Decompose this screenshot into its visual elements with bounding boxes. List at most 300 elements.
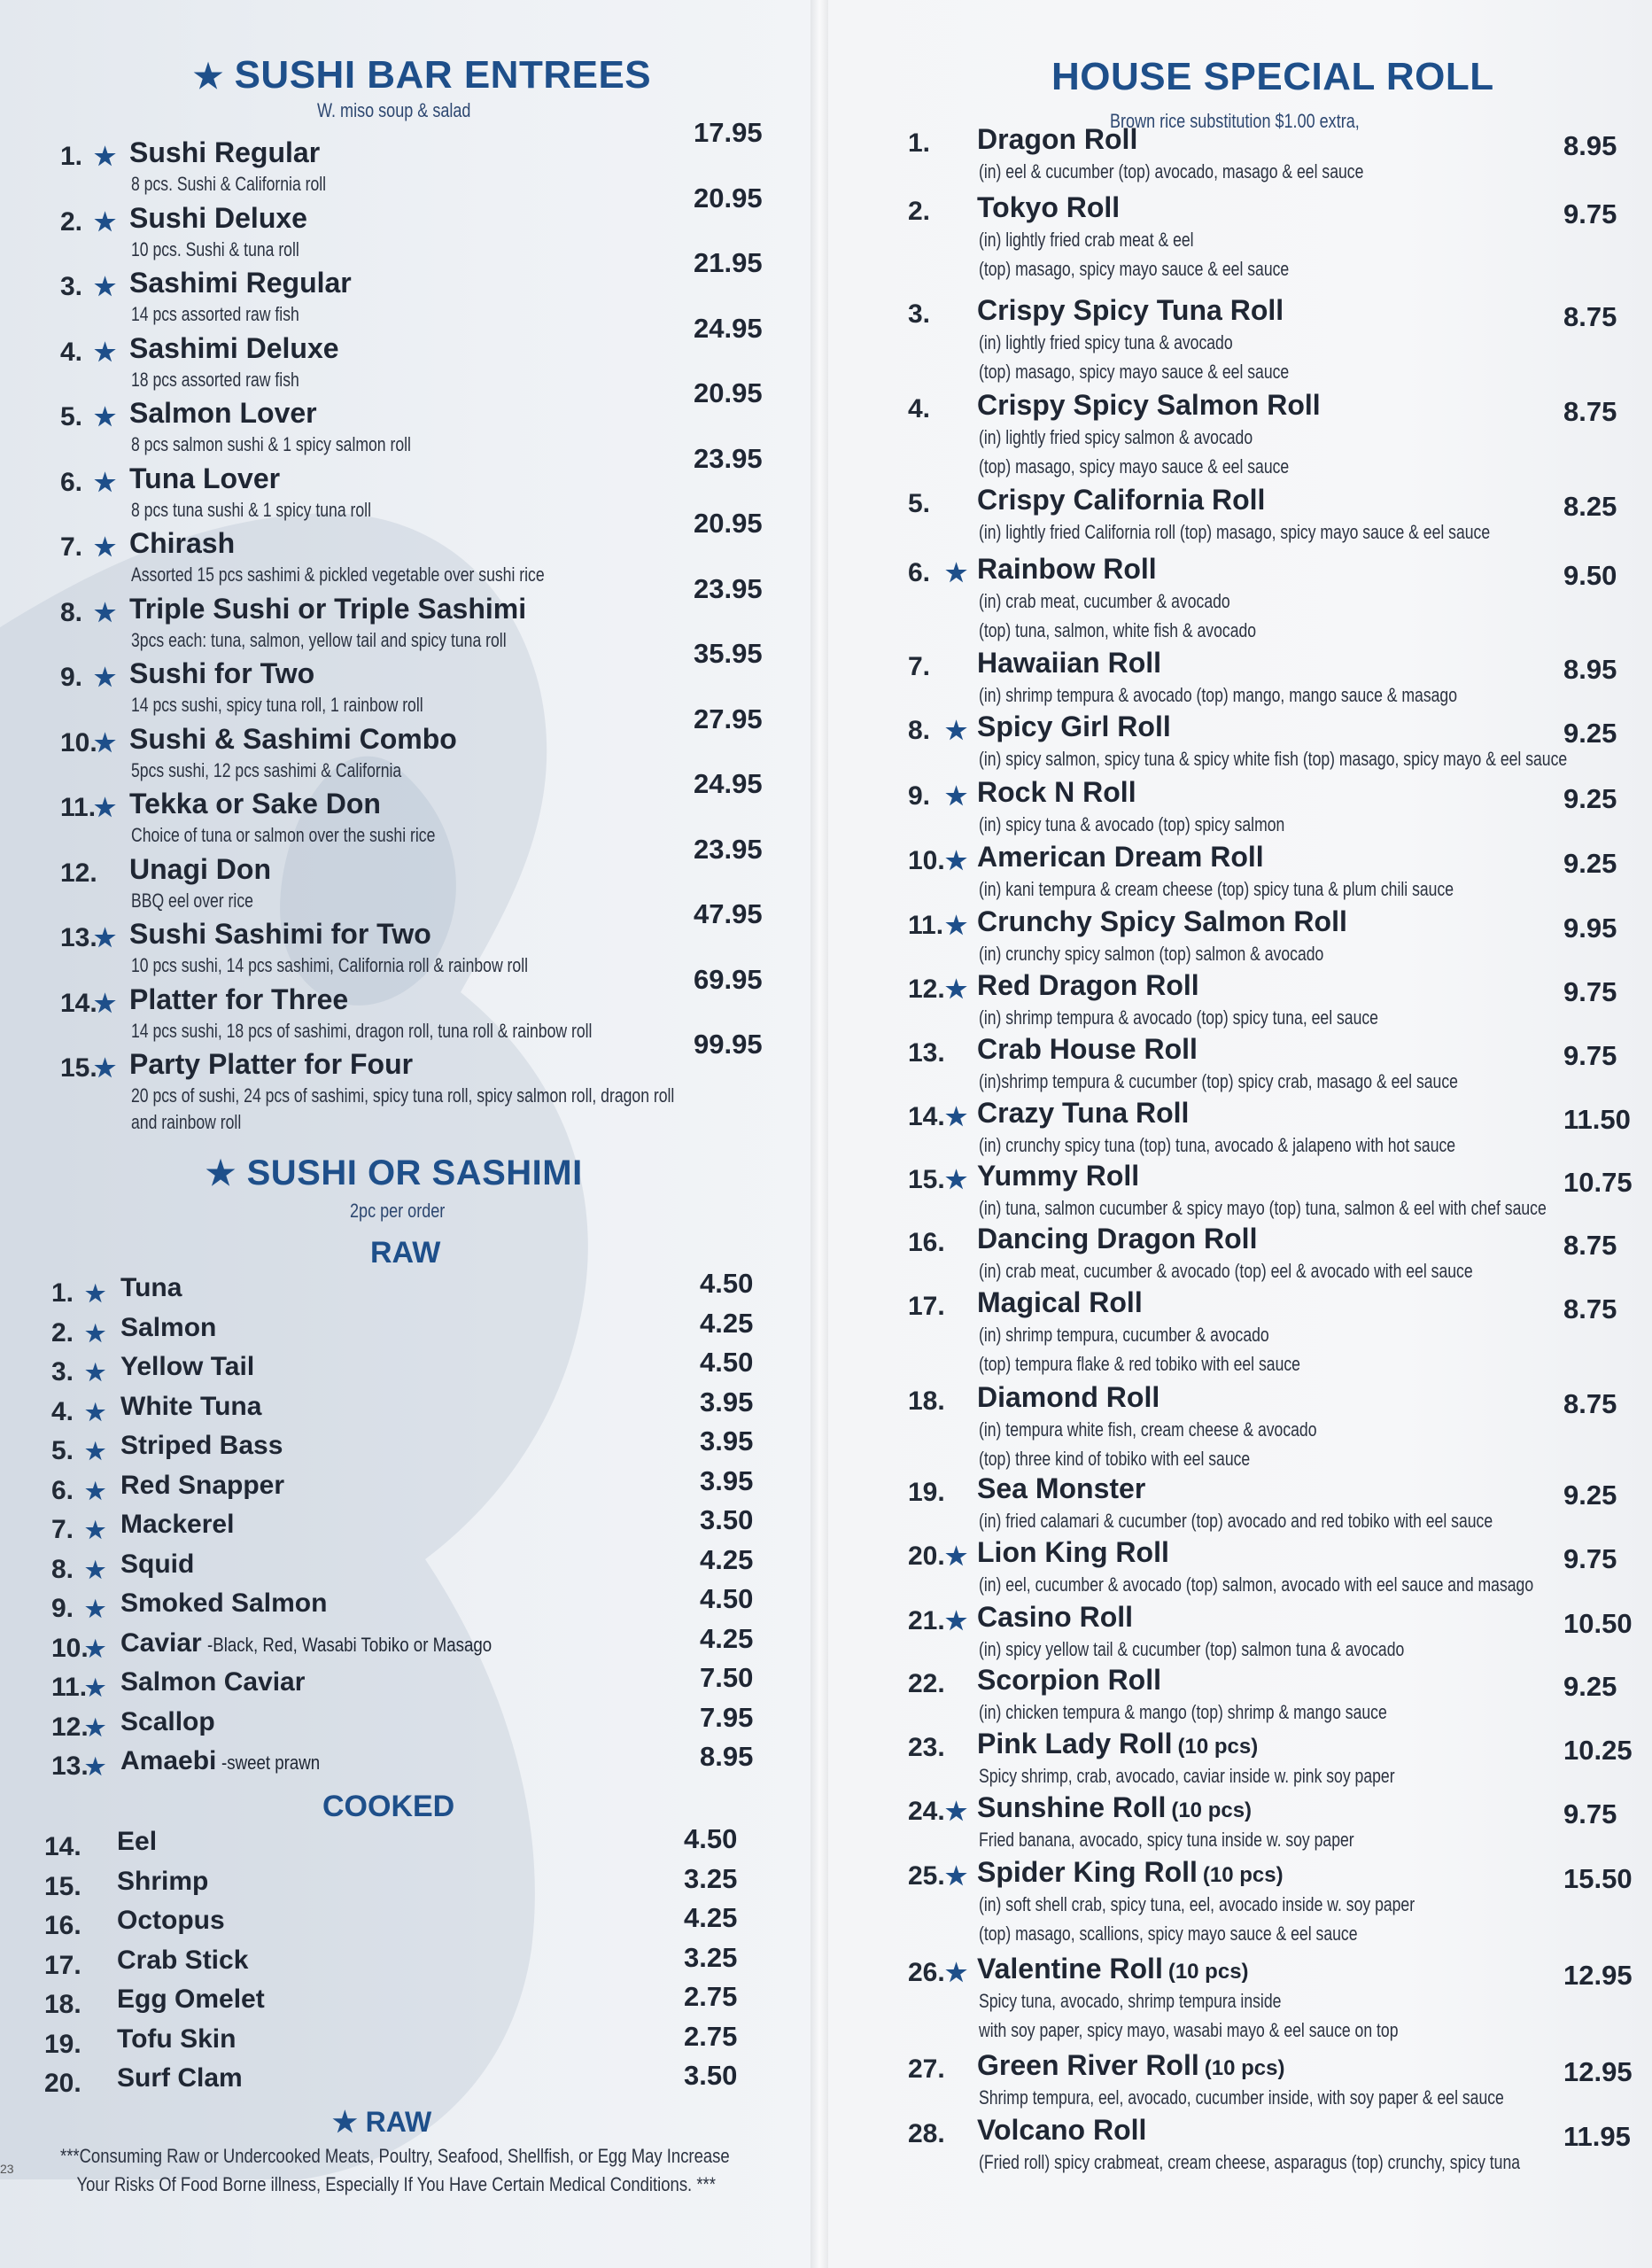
item-name-text: Mackerel bbox=[120, 1510, 235, 1539]
star-icon: ★ bbox=[945, 912, 968, 939]
menu-item bbox=[51, 1583, 760, 1629]
menu-item bbox=[51, 1425, 760, 1472]
menu-item bbox=[908, 1601, 1634, 1668]
item-price: 3.95 bbox=[700, 1386, 754, 1418]
star-icon: ★ bbox=[94, 1054, 117, 1082]
item-name: Crab Stick bbox=[117, 1945, 249, 1975]
item-name: Tofu Skin bbox=[117, 2023, 237, 2054]
item-price: 9.25 bbox=[1563, 783, 1617, 814]
menu-item bbox=[44, 2020, 762, 2065]
star-icon: ★ bbox=[945, 1607, 968, 1635]
star-icon: ★ bbox=[945, 1862, 968, 1890]
item-price: 9.25 bbox=[1563, 848, 1617, 879]
sushi-sashimi-section-title: ★ SUSHI OR SASHIMI bbox=[206, 1153, 583, 1192]
item-description: (in) crab meat, cucumber & avocado bbox=[979, 590, 1230, 612]
item-name: Platter for Three bbox=[129, 983, 349, 1015]
item-name bbox=[120, 1746, 337, 1776]
item-description: 14 pcs assorted raw fish bbox=[131, 303, 299, 325]
item-name-text: Crab House Roll bbox=[977, 1033, 1198, 1065]
item-number: 2. bbox=[60, 206, 83, 237]
item-name bbox=[120, 1392, 261, 1422]
item-name: Chirash bbox=[129, 527, 236, 559]
item-price: 4.25 bbox=[700, 1622, 754, 1654]
item-price: 9.75 bbox=[1563, 1543, 1617, 1574]
item-name bbox=[977, 1728, 1258, 1760]
item-name bbox=[977, 1033, 1198, 1066]
item-name-text: Magical Roll bbox=[977, 1286, 1143, 1318]
item-name-text: Sea Monster bbox=[977, 1472, 1146, 1504]
item-price: 4.50 bbox=[700, 1268, 754, 1299]
item-number: 7. bbox=[51, 1515, 74, 1544]
item-price: 24.95 bbox=[694, 768, 763, 799]
item-number: 4. bbox=[51, 1396, 74, 1426]
item-name-text: Yummy Roll bbox=[977, 1160, 1140, 1192]
item-description: 8 pcs tuna sushi & 1 spicy tuna roll bbox=[131, 498, 371, 521]
item-number: 10. bbox=[51, 1633, 89, 1663]
item-number: 6. bbox=[908, 558, 931, 587]
star-icon: ★ bbox=[85, 1635, 106, 1662]
item-number: 16. bbox=[44, 1911, 81, 1940]
item-description: (Fried roll) spicy crabmeat, cream cheese, asparagus (top) crunchy, spicy tuna bbox=[979, 2151, 1521, 2173]
item-name bbox=[120, 1431, 283, 1461]
item-price: 4.25 bbox=[684, 1902, 738, 1933]
item-price: 99.95 bbox=[694, 1029, 763, 1060]
item-description: Assorted 15 pcs sashimi & pickled vegetable over sushi rice bbox=[131, 563, 545, 586]
item-extra: -sweet prawn bbox=[221, 1751, 321, 1774]
item-name bbox=[977, 1097, 1189, 1130]
star-icon: ★ bbox=[85, 1319, 106, 1347]
item-name-text: Rock N Roll bbox=[977, 776, 1136, 808]
item-extra: -Black, Red, Wasabi Tobiko or Masago bbox=[206, 1633, 492, 1656]
item-number: 5. bbox=[51, 1436, 74, 1465]
item-name: Sushi Sashimi for Two bbox=[129, 918, 431, 950]
item-description: 14 pcs sushi, 18 pcs of sashimi, dragon roll, tuna roll & rainbow roll bbox=[131, 1019, 593, 1042]
item-description: (top) tempura flake & red tobiko with eel sauce bbox=[979, 1353, 1300, 1375]
star-icon: ★ bbox=[94, 794, 117, 821]
page-fold bbox=[810, 0, 828, 2268]
house-special-title: HOUSE SPECIAL ROLL bbox=[1051, 55, 1494, 98]
item-number: 18. bbox=[44, 1990, 81, 2019]
item-number: 20. bbox=[44, 2069, 81, 2098]
item-name bbox=[977, 1601, 1133, 1634]
item-price: 4.25 bbox=[700, 1543, 754, 1575]
star-icon: ★ bbox=[94, 338, 117, 366]
item-number: 19. bbox=[908, 1478, 945, 1507]
item-price: 20.95 bbox=[694, 182, 763, 214]
item-number: 7. bbox=[60, 532, 83, 562]
item-piece-count: (10 pcs) bbox=[1171, 1798, 1253, 1822]
menu-item bbox=[908, 1381, 1634, 1470]
item-description: (in) tempura white fish, cream cheese & avocado bbox=[979, 1418, 1317, 1441]
item-price: 4.50 bbox=[700, 1583, 754, 1614]
item-price: 10.50 bbox=[1563, 1608, 1633, 1639]
item-description: and rainbow roll bbox=[131, 1111, 242, 1133]
item-number: 10. bbox=[908, 846, 945, 875]
item-name-text: Red Snapper bbox=[120, 1470, 285, 1500]
item-name bbox=[120, 1471, 284, 1501]
item-description: BBQ eel over rice bbox=[131, 889, 253, 912]
menu-item bbox=[908, 1791, 1634, 1859]
item-piece-count: (10 pcs) bbox=[1177, 1735, 1259, 1759]
item-number: 14. bbox=[908, 1102, 945, 1131]
menu-item bbox=[908, 294, 1634, 383]
menu-item bbox=[908, 191, 1634, 280]
star-icon: ★ bbox=[85, 1517, 106, 1543]
star-icon: ★ bbox=[94, 728, 117, 757]
item-description: (in) spicy yellow tail & cucumber (top) salmon tuna & avocado bbox=[979, 1638, 1405, 1660]
item-name-text: Dragon Roll bbox=[977, 123, 1138, 155]
item-number: 13. bbox=[908, 1038, 945, 1068]
item-description: Spicy shrimp, crab, avocado, caviar inside w. pink soy paper bbox=[979, 1765, 1395, 1787]
star-icon: ★ bbox=[85, 1596, 106, 1622]
item-name-text: Crispy California Roll bbox=[977, 484, 1266, 516]
item-name bbox=[977, 2049, 1284, 2082]
item-price: 2.75 bbox=[684, 2020, 738, 2052]
item-description: (in) shrimp tempura & avocado (top) spicy tuna, eel sauce bbox=[979, 1006, 1378, 1029]
menu-item bbox=[908, 1953, 1634, 2041]
item-name bbox=[977, 905, 1347, 938]
item-number: 28. bbox=[908, 2119, 945, 2148]
item-name bbox=[977, 191, 1120, 224]
item-description: (in) fried calamari & cucumber (top) avocado and red tobiko with eel sauce bbox=[979, 1510, 1493, 1532]
item-name-text: Rainbow Roll bbox=[977, 553, 1157, 585]
item-name-text: Crunchy Spicy Salmon Roll bbox=[977, 905, 1347, 937]
menu-item bbox=[908, 647, 1634, 714]
item-name: Sushi Deluxe bbox=[129, 201, 307, 234]
menu-item bbox=[908, 484, 1634, 551]
star-icon: ★ bbox=[85, 1438, 106, 1464]
item-name-text: Tuna bbox=[120, 1273, 182, 1302]
menu-item bbox=[51, 1543, 760, 1590]
item-price: 12.95 bbox=[1563, 2056, 1633, 2087]
star-icon: ★ bbox=[193, 58, 224, 96]
item-number: 9. bbox=[60, 663, 83, 692]
item-name: Tuna Lover bbox=[129, 462, 281, 494]
item-name-text: Crispy Spicy Tuna Roll bbox=[977, 294, 1284, 326]
item-description: (in) crab meat, cucumber & avocado (top) eel & avocado with eel sauce bbox=[979, 1260, 1473, 1282]
item-number: 9. bbox=[51, 1594, 74, 1623]
item-description: 10 pcs sushi, 14 pcs sashimi, California roll & rainbow roll bbox=[131, 954, 529, 976]
item-name bbox=[977, 776, 1136, 809]
item-number: 8. bbox=[60, 597, 83, 627]
item-price: 3.25 bbox=[684, 1941, 738, 1973]
item-price: 9.50 bbox=[1563, 560, 1617, 591]
item-number: 4. bbox=[908, 394, 931, 423]
item-price: 9.25 bbox=[1563, 1480, 1617, 1511]
menu-item bbox=[51, 1386, 760, 1433]
item-price: 8.75 bbox=[1563, 1230, 1617, 1261]
star-icon: ★ bbox=[94, 924, 117, 951]
sushi-sashimi-note: 2pc per order bbox=[350, 1200, 446, 1222]
item-number: 15. bbox=[44, 1871, 81, 1901]
star-icon: ★ bbox=[94, 143, 117, 170]
food-safety-warning bbox=[60, 2142, 730, 2199]
star-icon: ★ bbox=[94, 403, 117, 431]
item-price: 3.50 bbox=[700, 1504, 754, 1535]
warning-line: ***Consuming Raw or Undercooked Meats, Poultry, Seafood, Shellfish, or Egg May Increase bbox=[60, 2145, 730, 2167]
item-number: 11. bbox=[60, 793, 97, 822]
item-description: (top) three kind of tobiko with eel sauce bbox=[979, 1448, 1251, 1470]
menu-item bbox=[51, 1662, 760, 1708]
item-description: (in) spicy tuna & avocado (top) spicy salmon bbox=[979, 813, 1285, 835]
item-name: Surf Clam bbox=[117, 2063, 243, 2093]
house-special-note: Brown rice substitution $1.00 extra, bbox=[1110, 110, 1360, 132]
item-number: 14. bbox=[60, 988, 97, 1018]
item-number: 16. bbox=[908, 1228, 945, 1257]
item-price: 47.95 bbox=[694, 898, 763, 929]
item-description: 10 pcs. Sushi & tuna roll bbox=[131, 237, 299, 260]
menu-item bbox=[44, 2060, 762, 2104]
menu-item bbox=[908, 123, 1634, 190]
item-name bbox=[977, 294, 1284, 327]
warning-line: Your Risks Of Food Borne illness, Especially If You Have Certain Medical Conditions. *** bbox=[76, 2173, 716, 2195]
item-description: (in) chicken tempura & mango (top) shrimp & mango sauce bbox=[979, 1701, 1387, 1723]
star-icon: ★ bbox=[94, 989, 117, 1017]
item-name bbox=[120, 1352, 254, 1382]
item-name-text: Diamond Roll bbox=[977, 1381, 1160, 1413]
item-name-text: Sunshine Roll bbox=[977, 1791, 1167, 1823]
item-price: 27.95 bbox=[694, 703, 763, 734]
item-price: 17.95 bbox=[694, 117, 763, 148]
item-price: 9.25 bbox=[1563, 1671, 1617, 1702]
item-number: 2. bbox=[908, 197, 931, 226]
item-price: 10.25 bbox=[1563, 1735, 1633, 1766]
item-name-text: Green River Roll bbox=[977, 2049, 1199, 2081]
item-description: (in) kani tempura & cream cheese (top) spicy tuna & plum chili sauce bbox=[979, 878, 1454, 900]
item-price: 9.75 bbox=[1563, 1798, 1617, 1829]
item-description: with soy paper, spicy mayo, wasabi mayo & eel sauce on top bbox=[979, 2019, 1399, 2041]
item-number: 7. bbox=[908, 652, 931, 681]
item-description: 5pcs sushi, 12 pcs sashimi & California bbox=[131, 758, 402, 781]
item-name-text: Lion King Roll bbox=[977, 1536, 1169, 1568]
item-number: 14. bbox=[44, 1832, 81, 1861]
star-icon: ★ bbox=[94, 207, 117, 236]
item-name: Party Platter for Four bbox=[129, 1048, 414, 1080]
item-description: Shrimp tempura, eel, avocado, cucumber inside, with soy paper & eel sauce bbox=[979, 2086, 1504, 2109]
menu-item bbox=[60, 117, 769, 204]
item-description: 14 pcs sushi, spicy tuna roll, 1 rainbow roll bbox=[131, 694, 423, 716]
item-number: 24. bbox=[908, 1797, 945, 1826]
item-price: 4.25 bbox=[700, 1307, 754, 1339]
item-name: Tekka or Sake Don bbox=[129, 788, 381, 819]
item-price: 9.95 bbox=[1563, 913, 1617, 944]
left-menu-panel bbox=[0, 0, 819, 2268]
item-number: 12. bbox=[51, 1712, 89, 1742]
item-name: Sashimi Regular bbox=[129, 267, 352, 299]
item-name-text: Scorpion Roll bbox=[977, 1664, 1161, 1696]
item-name-text: Crazy Tuna Roll bbox=[977, 1097, 1190, 1129]
star-icon: ★ bbox=[945, 975, 968, 1003]
cooked-category-label: COOKED bbox=[322, 1790, 455, 1823]
raw-category-label: RAW bbox=[370, 1236, 441, 1270]
star-icon: ★ bbox=[945, 559, 968, 586]
item-description: (in) shrimp tempura & avocado (top) mango, mango sauce & masago bbox=[979, 684, 1457, 706]
item-description: (in) lightly fried crab meat & eel bbox=[979, 229, 1194, 251]
item-number: 9. bbox=[908, 781, 931, 811]
item-description: (in) eel & cucumber (top) avocado, masago & eel sauce bbox=[979, 160, 1364, 183]
item-name-text: Salmon Caviar bbox=[120, 1667, 306, 1697]
item-price: 8.75 bbox=[1563, 301, 1617, 332]
item-name: Salmon Lover bbox=[129, 397, 317, 429]
menu-item bbox=[908, 711, 1634, 778]
item-name-text: Amaebi bbox=[120, 1746, 217, 1775]
item-price: 3.50 bbox=[684, 2060, 738, 2091]
menu-item bbox=[44, 1902, 762, 1946]
item-name: Triple Sushi or Triple Sashimi bbox=[129, 592, 527, 625]
item-description: Spicy tuna, avocado, shrimp tempura inside bbox=[979, 1990, 1282, 2012]
item-name bbox=[120, 1273, 182, 1303]
menu-item bbox=[908, 553, 1634, 641]
item-description: Fried banana, avocado, spicy tuna inside w. soy paper bbox=[979, 1829, 1354, 1851]
item-price: 23.95 bbox=[694, 833, 763, 865]
item-number: 13. bbox=[51, 1751, 89, 1781]
item-name bbox=[977, 711, 1171, 743]
item-name bbox=[977, 1160, 1139, 1192]
item-price: 3.95 bbox=[700, 1464, 754, 1496]
menu-item bbox=[51, 1268, 760, 1314]
item-name bbox=[977, 1856, 1284, 1889]
star-icon: ★ bbox=[85, 1713, 106, 1741]
item-description: (in) lightly fried California roll (top) masago, spicy mayo sauce & eel sauce bbox=[979, 521, 1491, 543]
star-icon: ★ bbox=[94, 598, 117, 626]
item-name-text: Tokyo Roll bbox=[977, 191, 1121, 223]
menu-item bbox=[908, 841, 1634, 908]
item-number: 8. bbox=[51, 1554, 74, 1584]
item-name: Sushi for Two bbox=[129, 657, 315, 689]
item-price: 69.95 bbox=[694, 963, 763, 995]
item-number: 3. bbox=[60, 272, 83, 301]
item-price: 23.95 bbox=[694, 572, 763, 604]
menu-item bbox=[44, 1981, 762, 2025]
item-number: 13. bbox=[60, 923, 97, 952]
item-number: 2. bbox=[51, 1317, 74, 1348]
item-name bbox=[977, 1953, 1249, 1985]
item-price: 7.50 bbox=[700, 1662, 754, 1693]
item-name: Eel bbox=[117, 1827, 158, 1856]
item-price: 8.95 bbox=[1563, 654, 1617, 685]
item-name: Unagi Don bbox=[129, 852, 271, 885]
menu-item bbox=[908, 1223, 1634, 1290]
menu-item bbox=[44, 1941, 762, 1986]
menu-item bbox=[44, 1823, 762, 1868]
item-price: 8.25 bbox=[1563, 491, 1617, 522]
item-number: 15. bbox=[908, 1165, 945, 1194]
item-number: 20. bbox=[908, 1542, 945, 1571]
menu-item bbox=[51, 1504, 760, 1550]
item-number: 11. bbox=[908, 911, 944, 940]
item-number: 27. bbox=[908, 2054, 945, 2084]
menu-item bbox=[44, 1862, 762, 1907]
item-name bbox=[977, 484, 1265, 517]
item-price: 8.95 bbox=[700, 1741, 754, 1772]
item-number: 21. bbox=[908, 1606, 945, 1635]
item-price: 9.75 bbox=[1563, 198, 1617, 229]
menu-item bbox=[908, 776, 1634, 843]
item-name: Sushi & Sashimi Combo bbox=[129, 722, 457, 755]
item-name bbox=[977, 1791, 1252, 1824]
item-description: 8 pcs salmon sushi & 1 spicy salmon roll bbox=[131, 433, 411, 455]
item-number: 11. bbox=[51, 1673, 88, 1702]
item-number: 5. bbox=[908, 489, 931, 518]
item-number: 23. bbox=[908, 1733, 945, 1762]
item-number: 3. bbox=[908, 299, 931, 329]
item-number: 3. bbox=[51, 1357, 74, 1386]
item-name-text: Caviar bbox=[120, 1627, 202, 1658]
item-name-text: Smoked Salmon bbox=[120, 1588, 328, 1618]
raw-legend: ★ RAW bbox=[332, 2106, 432, 2138]
item-name-text: Valentine Roll bbox=[977, 1953, 1163, 1984]
menu-item bbox=[908, 1728, 1634, 1795]
menu-item bbox=[51, 1464, 760, 1511]
item-name bbox=[120, 1588, 327, 1619]
item-name bbox=[120, 1313, 216, 1343]
item-description: (in)shrimp tempura & cucumber (top) spicy crab, masago & eel sauce bbox=[979, 1070, 1458, 1092]
menu-item bbox=[908, 1286, 1634, 1375]
item-number: 8. bbox=[908, 716, 931, 745]
menu-item bbox=[908, 1472, 1634, 1540]
menu-item bbox=[908, 969, 1634, 1037]
item-description: 3pcs each: tuna, salmon, yellow tail and spicy tuna roll bbox=[131, 628, 507, 651]
menu-item bbox=[908, 1856, 1634, 1945]
item-description: (in) lightly fried spicy salmon & avocado bbox=[979, 426, 1253, 448]
item-name-text: Striped Bass bbox=[120, 1431, 283, 1460]
item-description: (top) masago, spicy mayo sauce & eel sauce bbox=[979, 258, 1290, 280]
item-number: 26. bbox=[908, 1958, 945, 1987]
item-name-text: Casino Roll bbox=[977, 1601, 1134, 1633]
item-price: 11.50 bbox=[1563, 1104, 1631, 1135]
item-number: 19. bbox=[44, 2029, 81, 2059]
menu-item bbox=[51, 1622, 760, 1669]
item-price: 9.75 bbox=[1563, 1040, 1617, 1071]
item-number: 12. bbox=[60, 858, 97, 888]
item-name bbox=[120, 1707, 215, 1737]
item-price: 24.95 bbox=[694, 312, 763, 344]
item-name bbox=[977, 389, 1321, 422]
item-price: 21.95 bbox=[694, 247, 763, 278]
item-description: (in) tuna, salmon cucumber & spicy mayo (top) tuna, salmon & eel with chef sauce bbox=[979, 1197, 1547, 1219]
star-icon: ★ bbox=[945, 1959, 968, 1986]
item-number: 1. bbox=[60, 142, 83, 171]
item-name bbox=[120, 1510, 234, 1540]
item-description: (top) tuna, salmon, white fish & avocado bbox=[979, 619, 1257, 641]
item-number: 6. bbox=[51, 1475, 74, 1505]
entrees-note: W. miso soup & salad bbox=[317, 99, 471, 121]
item-number: 4. bbox=[60, 337, 83, 367]
item-name bbox=[977, 123, 1137, 156]
item-name-text: Volcano Roll bbox=[977, 2114, 1147, 2146]
star-icon: ★ bbox=[85, 1280, 106, 1307]
star-icon: ★ bbox=[945, 1103, 968, 1130]
star-icon: ★ bbox=[85, 1359, 106, 1386]
menu-item bbox=[908, 1033, 1634, 1100]
item-name-text: Red Dragon Roll bbox=[977, 969, 1199, 1001]
item-description: (top) masago, spicy mayo sauce & eel sauce bbox=[979, 455, 1290, 478]
star-icon: ★ bbox=[206, 1155, 237, 1192]
item-description: (in) spicy salmon, spicy tuna & spicy white fish (top) masago, spicy mayo & eel sauce bbox=[979, 748, 1568, 770]
item-price: 20.95 bbox=[694, 508, 763, 539]
item-name bbox=[977, 1286, 1143, 1319]
item-price: 15.50 bbox=[1563, 1863, 1633, 1894]
item-name-text: Yellow Tail bbox=[120, 1352, 255, 1381]
item-name bbox=[977, 1664, 1161, 1697]
item-price: 11.95 bbox=[1563, 2121, 1631, 2152]
star-icon: ★ bbox=[85, 1753, 106, 1780]
item-price: 3.25 bbox=[684, 1862, 738, 1894]
item-price: 8.75 bbox=[1563, 1293, 1617, 1324]
menu-item bbox=[51, 1701, 760, 1748]
item-number: 17. bbox=[908, 1292, 945, 1321]
item-name bbox=[977, 553, 1157, 586]
